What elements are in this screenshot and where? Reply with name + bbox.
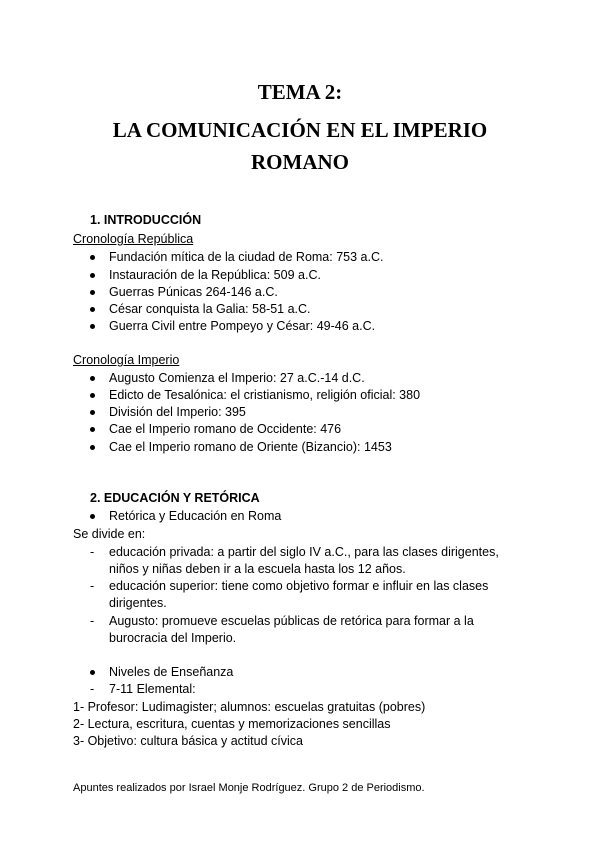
document-title-line1: TEMA 2: [257,80,343,104]
list-item: Cae el Imperio romano de Occidente: 476 [90,421,341,438]
list-item: Fundación mítica de la ciudad de Roma: 753 a.C. [90,249,383,266]
footer-note: Apuntes realizados por Israel Monje Rodríguez. Grupo 2 de Periodismo. [73,782,425,794]
list-item: Guerra Civil entre Pompeyo y César: 49-46 a.C. [90,318,375,335]
bullet-icon [90,393,95,398]
list-item: Retórica y Educación en Roma [90,508,281,525]
dash-item: - Augusto: promueve escuelas públicas de retórica para formar a la [90,614,474,628]
dash-item: - educación superior: tiene como objetivo formar e influir en las clases [90,579,489,593]
numbered-item: 3- Objetivo: cultura básica y actitud cívica [73,734,303,748]
bullet-icon [90,376,95,381]
document-title-line2: LA COMUNICACIÓN EN EL IMPERIO [112,118,488,142]
numbered-item: 1- Profesor: Ludimagister; alumnos: escuelas gratuitas (pobres) [73,700,426,714]
dash-item-continuation: burocracia del Imperio. [109,631,237,645]
bullet-icon [90,290,95,295]
dash-icon: - [90,579,95,593]
republic-label: Cronología República [73,232,194,246]
list-item: Edicto de Tesalónica: el cristianismo, religión oficial: 380 [90,387,420,404]
section1-heading: 1. INTRODUCCIÓN [90,213,202,227]
bullet-icon [90,514,95,519]
dash-icon: - [90,545,95,559]
bullet-icon [90,273,95,278]
list-item: César conquista la Galia: 58-51 a.C. [90,301,311,318]
bullet-icon [90,670,95,675]
list-item: División del Imperio: 395 [90,404,246,421]
dash-item: - 7-11 Elemental: [90,682,196,696]
document-title-line3: ROMANO [251,150,349,174]
bullet-icon [90,410,95,415]
list-item: Guerras Púnicas 264-146 a.C. [90,284,278,301]
dash-icon: - [90,614,95,628]
empire-label: Cronología Imperio [73,353,180,367]
dash-item-continuation: dirigentes. [109,596,167,610]
section2-heading: 2. EDUCACIÓN Y RETÓRICA [90,491,260,505]
numbered-item: 2- Lectura, escritura, cuentas y memorizaciones sencillas [73,717,391,731]
bullet-icon [90,324,95,329]
divide-text: Se divide en: [73,527,146,541]
dash-item-continuation: niños y niñas deben ir a la escuela hasta los 12 años. [109,562,406,576]
bullet-icon [90,255,95,260]
list-item: Cae el Imperio romano de Oriente (Bizancio): 1453 [90,439,392,456]
dash-icon: - [90,682,95,696]
list-item: Instauración de la República: 509 a.C. [90,267,321,284]
dash-item: - educación privada: a partir del siglo IV a.C., para las clases dirigentes, [90,545,499,559]
list-item: Niveles de Enseñanza [90,664,233,681]
bullet-icon [90,445,95,450]
bullet-icon [90,307,95,312]
list-item: Augusto Comienza el Imperio: 27 a.C.-14 d.C. [90,370,365,387]
bullet-icon [90,427,95,432]
